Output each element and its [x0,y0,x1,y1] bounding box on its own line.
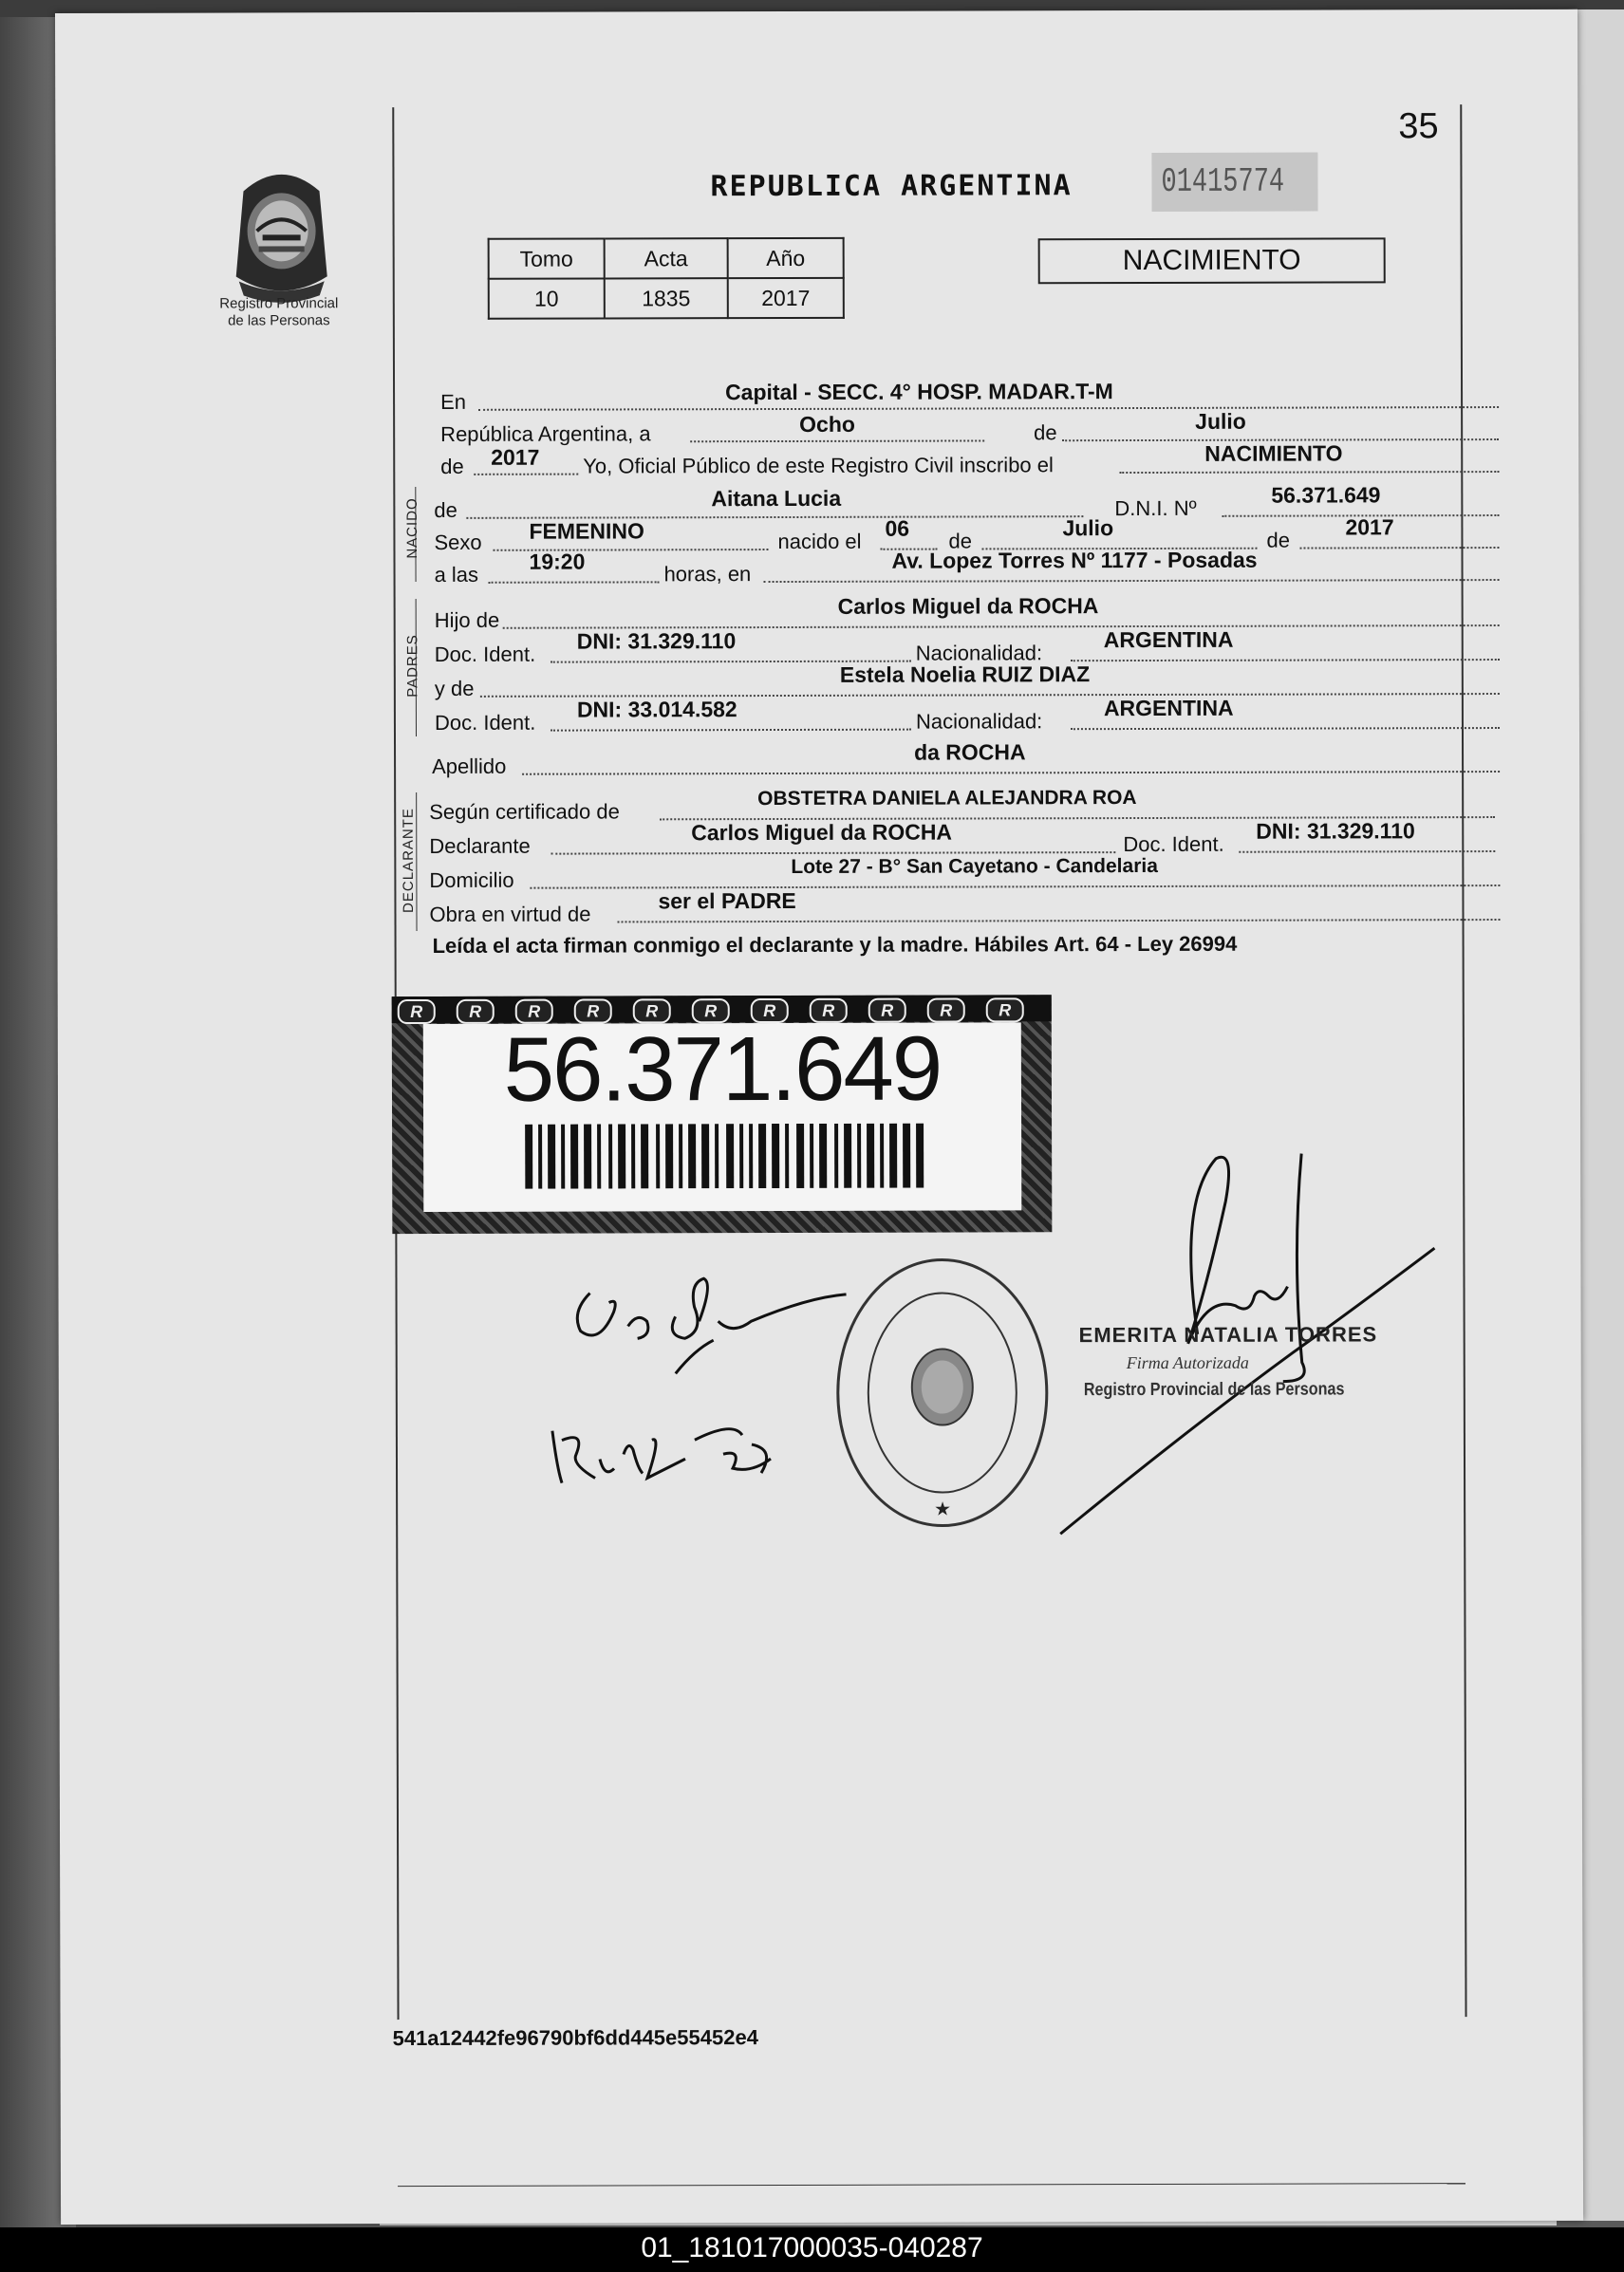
mother-name-value: Estela Noelia RUIZ DIAZ [839,661,1091,687]
declarante-doc-dots [1239,850,1495,853]
intro-year-value: 2017 [491,444,540,470]
dni-card-watermark: R [810,998,848,1023]
en-value: Capital - SECC. 4° HOSP. MADAR.T-M [725,379,1113,405]
intro-de-year-label: de [440,454,464,478]
page-number: 35 [1398,106,1439,147]
birth-day-value: 06 [885,515,910,541]
segun-label: Según certificado de [429,799,620,824]
serial-number: 01415774 [1161,161,1285,201]
book-value-tomo: 10 [489,278,605,318]
birth-year-dots [1299,547,1499,549]
declarante-section-label: DECLARANTE [400,808,417,913]
intro-day-value: Ocho [799,411,855,437]
birth-month-value: Julio [1062,515,1114,541]
dni-card-number: 56.371.649 [503,1017,942,1121]
barcode-icon [525,1124,927,1189]
time-dots [489,581,660,583]
book-header-ano: Año [728,238,844,278]
dni-card-watermark: R [927,997,965,1022]
dni-label: D.N.I. Nº [1114,495,1197,521]
mother-doc-label: Doc. Ident. [434,710,536,735]
child-dni-value: 56.371.649 [1271,482,1381,508]
officer-role: Firma Autorizada [1126,1352,1249,1373]
official-stamp [831,1254,1053,1532]
dni-card-watermark: R [574,998,612,1023]
book-table-value-row [489,278,844,319]
province-crest-icon [224,162,338,305]
birth-de-year-label: de [1266,528,1290,552]
birth-de-label: de [948,529,972,553]
mother-doc-dots [551,729,911,732]
en-label: En [440,389,467,414]
declarante-doc-label: Doc. Ident. [1123,831,1224,857]
y-de-label: y de [434,676,475,700]
inscribo-value: NACIMIENTO [1204,440,1343,466]
document-hash: 541a12442fe96790bf6dd445e55452e4 [392,2025,758,2051]
day-dots [690,439,984,442]
sexo-value: FEMENINO [529,518,644,544]
dni-card-watermark: R [633,998,671,1023]
place-dots [764,579,1500,583]
book-value-ano: 2017 [728,278,844,318]
segun-value: OBSTETRA DANIELA ALEJANDRA ROA [757,787,1137,810]
book-value-acta: 1835 [605,278,728,318]
father-nationality-label: Nacionalidad: [915,641,1043,665]
declarante-label: Declarante [429,833,531,858]
father-doc-value: DNI: 31.329.110 [576,628,737,654]
birth-time-value: 19:20 [529,549,586,574]
apellido-value: da ROCHA [914,739,1026,765]
registry-name-line2: de las Personas [228,312,330,329]
birth-certificate-page [55,9,1583,2225]
declarante-dots [551,851,1115,855]
mother-nationality-value: ARGENTINA [1103,695,1234,721]
en-dots [478,406,1499,411]
mother-nat-dots [1071,727,1500,730]
dni-card-watermark: R [868,998,906,1023]
declarante-value: Carlos Miguel da ROCHA [691,819,953,846]
svg-text:★: ★ [934,1497,952,1520]
intro-de-label: de [1034,420,1057,445]
apellido-dots [522,771,1500,775]
obra-value: ser el PADRE [658,887,796,914]
mother-nationality-label: Nacionalidad: [915,709,1043,734]
legal-note: Leída el acta firman conmigo el declarante y la madre. Hábiles Art. 64 - Ley 26994 [432,931,1238,958]
dni-card-watermark: R [457,999,495,1024]
right-margin-line [1460,104,1466,2017]
dni-card-watermark: R [986,997,1024,1022]
book-header-tomo: Tomo [489,238,605,278]
registry-name [208,295,350,329]
declarante-doc-value: DNI: 31.329.110 [1256,818,1415,844]
hijo-de-label: Hijo de [434,607,500,632]
nacido-el-label: nacido el [777,529,862,554]
dni-card-watermark: R [751,998,789,1023]
father-nat-dots [1071,659,1500,661]
book-table [488,237,845,320]
inscribo-dots [1119,471,1499,474]
yo-label: Yo, Oficial Público de este Registro Civil inscribo el [583,453,1054,478]
year-dots [474,474,578,475]
father-doc-label: Doc. Ident. [434,642,536,666]
officer-office: Registro Provincial de las Personas [1083,1379,1345,1401]
mother-signature [543,1402,790,1507]
nacido-section-label: NACIDO [403,497,421,559]
record-type-box: NACIMIENTO [1038,237,1386,284]
birth-year-value: 2017 [1345,514,1394,540]
dni-card-watermark: R [398,999,436,1024]
father-nationality-value: ARGENTINA [1103,626,1234,653]
apellido-label: Apellido [432,754,507,778]
domicilio-label: Domicilio [429,867,514,892]
horas-label: horas, en [663,562,752,587]
mother-doc-value: DNI: 33.014.582 [576,697,737,722]
a-las-label: a las [434,562,479,587]
country-title: REPUBLICA ARGENTINA [710,169,1073,204]
padres-section-label: PADRES [404,634,421,698]
sexo-label: Sexo [434,530,482,554]
obra-label: Obra en virtud de [429,902,591,926]
nacido-de-label: de [434,497,457,522]
intro-month-value: Julio [1195,408,1246,434]
image-caption: 01_181017000035-040287 [641,2232,983,2263]
domicilio-value: Lote 27 - B° San Cayetano - Candelaria [791,854,1158,878]
dni-card-watermark: R [515,999,553,1024]
officer-name: EMERITA NATALIA TORRES [1078,1322,1378,1348]
birth-place-value: Av. Lopez Torres Nº 1177 - Posadas [891,547,1258,573]
bottom-line [398,2183,1465,2187]
book-header-acta: Acta [605,238,728,278]
book-table-header-row [489,238,844,279]
republica-label: República Argentina, a [440,421,651,446]
declarant-signature [561,1255,865,1388]
registry-name-line1: Registro Provincial [219,295,339,312]
child-name-value: Aitana Lucia [711,485,842,512]
father-name-value: Carlos Miguel da ROCHA [837,593,1099,619]
obra-dots [618,919,1501,922]
dni-card-watermark: R [692,998,730,1023]
